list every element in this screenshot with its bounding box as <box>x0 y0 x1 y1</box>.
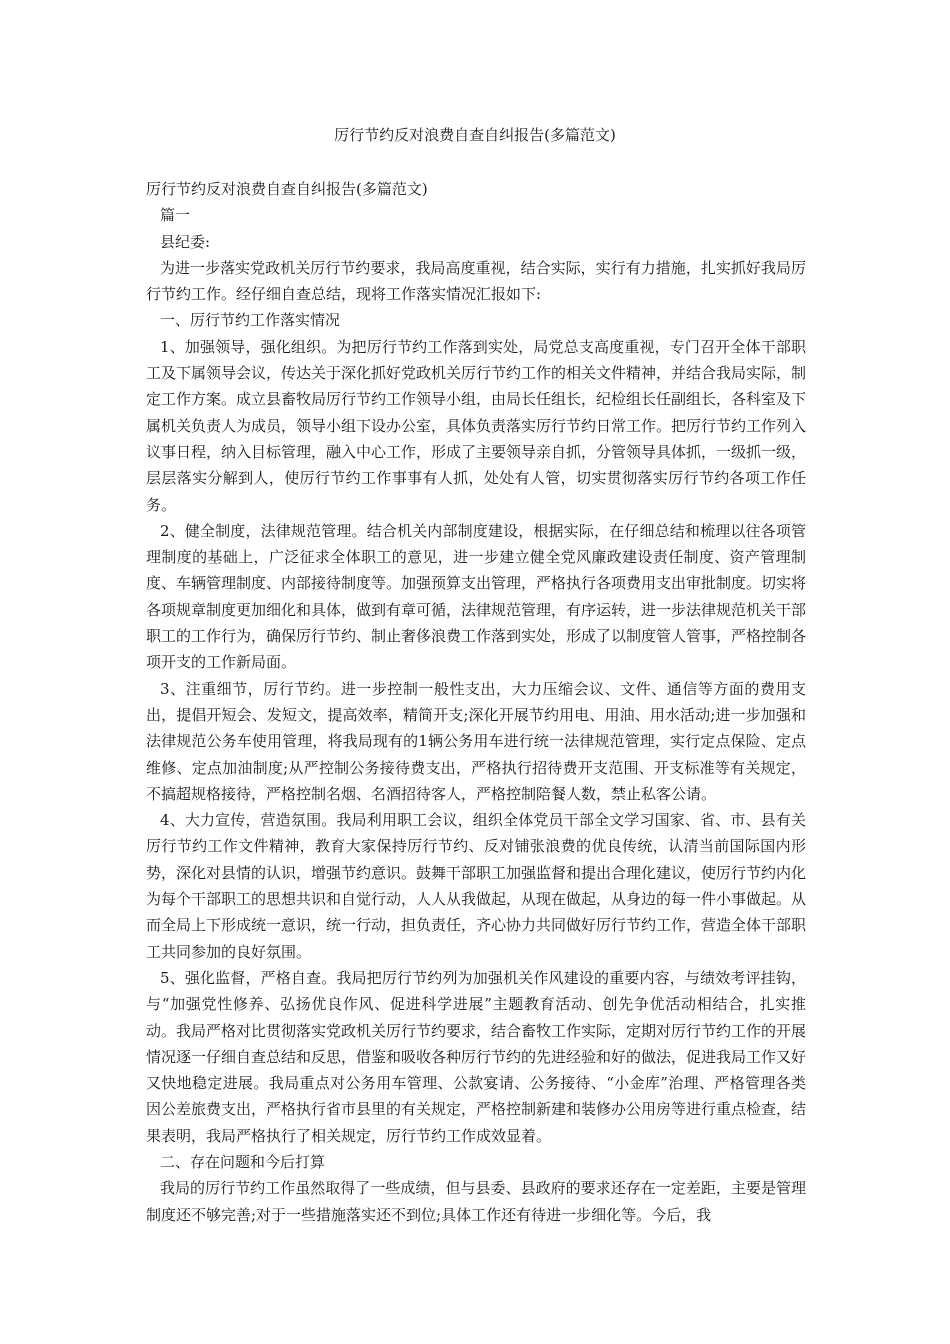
paragraph-item-2: 2、健全制度，法律规范管理。结合机关内部制度建设，根据实际，在仔细总结和梳理以往各项管理制度的基础上，广泛征求全体职工的意见，进一步建立健全党风廉政建设责任制度、资产管理制度、车辆管理制度、内部接待制度等。加强预算支出管理，严格执行各项费用支出审批制度。切实将各项规章制度更加细化和具体，做到有章可循，法律规范管理，有序运转，进一步法律规范机关干部职工的工作行为，确保厉行节约、制止奢侈浪费工作落到实处，形成了以制度管人管事，严格控制各项开支的工作新局面。 <box>146 521 807 672</box>
document-title: 厉行节约反对浪费自查自纠报告(多篇范文) <box>334 126 616 144</box>
paragraph-plans: 我局的厉行节约工作虽然取得了一些成绩，但与县委、县政府的要求还存在一定差距，主要是管理制度还不够完善;对于一些措施落实还不到位;具体工作还有待进一步细化等。今后，我 <box>146 1179 806 1224</box>
paragraph-item-1: 1、加强领导，强化组织。为把厉行节约工作落到实处，局党总支高度重视，专门召开全体干部职工及下属领导会议，传达关于深化抓好党政机关厉行节约工作的相关文件精神，并结合我局实际，制定工作方案。成立县畜牧局厉行节约工作领导小组，由局长任组长，纪检组长任副组长，各科室及下属机关负责人为成员，领导小组下设办公室，具体负责落实厉行节约日常工作。把厉行节约工作列入议事日程，纳入目标管理，融入中心工作，形成了主要领导亲自抓，分管领导具体抓，一级抓一级，层层落实分解到人，使厉行节约工作事事有人抓，处处有人管，切实贯彻落实厉行节约各项工作任务。 <box>146 337 807 514</box>
section-label: 篇一 <box>160 206 191 225</box>
document-body <box>146 176 806 1228</box>
addressee: 县纪委: <box>160 232 211 251</box>
heading-section-2: 二、存在问题和今后打算 <box>160 1152 326 1171</box>
paragraph-intro: 为进一步落实党政机关厉行节约要求，我局高度重视，结合实际，实行有力措施，扎实抓好我局厉行节约工作。经仔细自查总结，现将工作落实情况汇报如下: <box>146 258 806 304</box>
document-subtitle: 厉行节约反对浪费自查自纠报告(多篇范文) <box>146 180 428 198</box>
paragraph-item-5: 5、强化监督，严格自查。我局把厉行节约列为加强机关作风建设的重要内容，与绩效考评挂钩，与“加强党性修养、弘扬优良作风、促进科学进展”主题教育活动、创先争优活动相结合，扎实推动。我局严格对比贯彻落实党政机关厉行节约要求，结合畜牧工作实际，定期对厉行节约工作的开展情况逐一仔细自查总结和反思，借鉴和吸收各种厉行节约的先进经验和好的做法，促进我局工作又好又快地稳定进展。我局重点对公务用车管理、公款宴请、公务接待、“小金库”治理、严格管理各类因公差旅费支出，严格执行省市县里的有关规定，严格控制新建和装修办公用房等进行重点检查，结果表明，我局严格执行了相关规定，厉行节约工作成效显着。 <box>146 968 807 1145</box>
paragraph-item-3: 3、注重细节，厉行节约。进一步控制一般性支出，大力压缩会议、文件、通信等方面的费用支出，提倡开短会、发短文，提高效率，精简开支;深化开展节约用电、用油、用水活动;进一步加强和法律规范公务车使用管理，将我局现有的1辆公务用车进行统一法律规范管理，实行定点保险、定点维修、定点加油制度;从严控制公务接待费支出，严格执行招待费开支范围、开支标准等有关规定，不搞超规格接待，严格控制名烟、名酒招待客人，严格控制陪餐人数，禁止私客公请。 <box>146 679 806 803</box>
heading-section-1: 一、厉行节约工作落实情况 <box>160 311 341 330</box>
paragraph-item-4: 4、大力宣传，营造氛围。我局利用职工会议，组织全体党员干部全文学习国家、省、市、县有关厉行节约工作文件精神，教育大家保持厉行节约、反对铺张浪费的优良传统，认清当前国际国内形势，深化对县情的认识，增强节约意识。鼓舞干部职工加强监督和提出合理化建议，使厉行节约内化为每个干部职工的思想共识和自觉行动，人人从我做起，从现在做起，从身边的每一件小事做起。从而全局上下形成统一意识，统一行动，担负责任，齐心协力共同做好厉行节约工作，营造全体干部职工共同参加的良好氛围。 <box>146 811 807 961</box>
